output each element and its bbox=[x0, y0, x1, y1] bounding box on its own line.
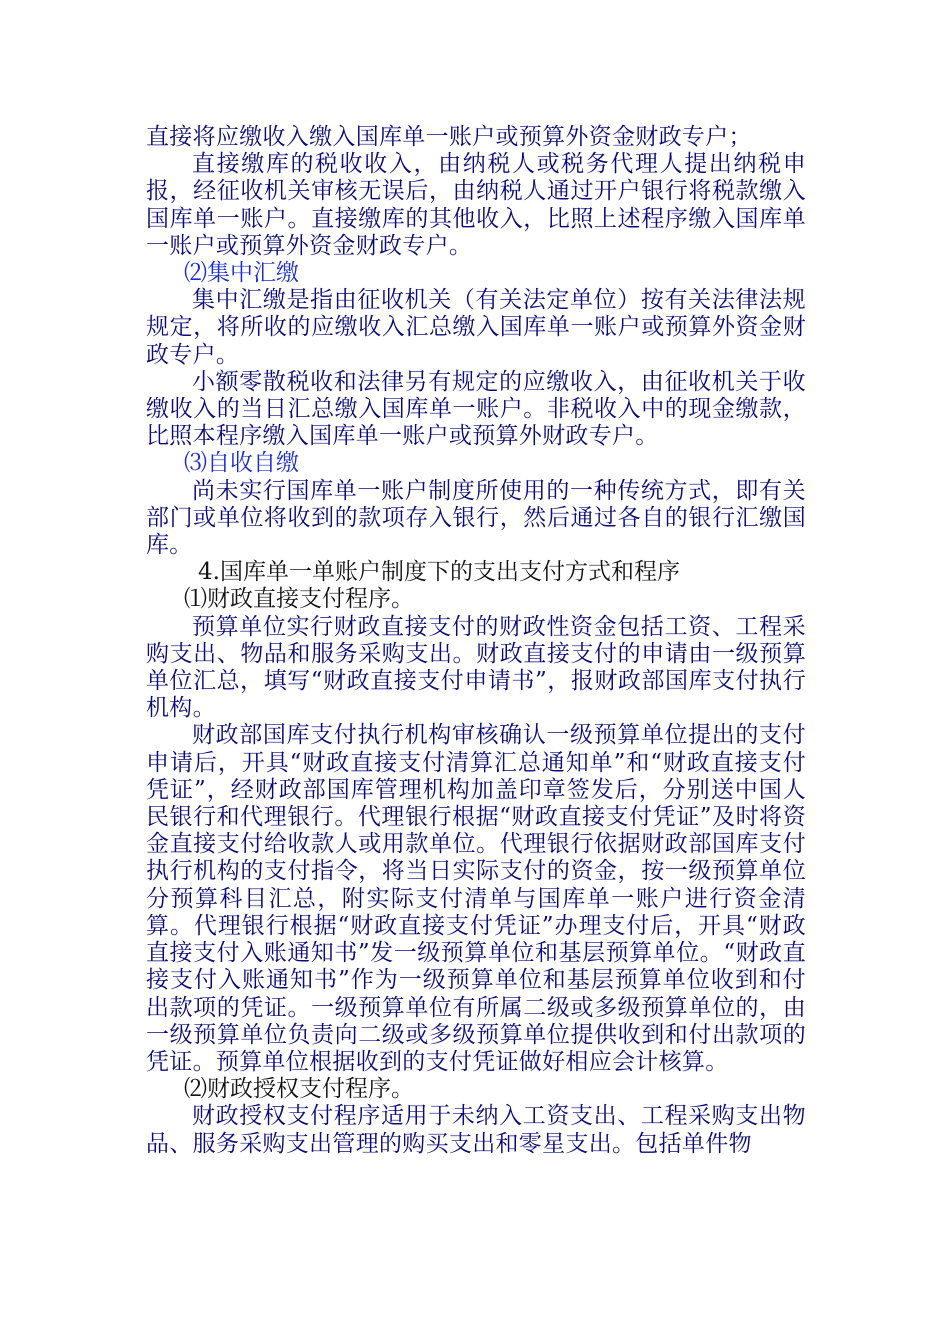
subsection-heading: ⑴财政直接支付程序。 bbox=[184, 586, 414, 613]
paragraph: 直接将应缴收入缴入国库单一账户或预算外资金财政专户； bbox=[146, 124, 752, 150]
section-heading: ⑶自收自缴 bbox=[184, 450, 299, 477]
document-body bbox=[146, 124, 806, 1158]
paragraph: 集中汇缴是指由征收机关（有关法定单位）按有关法律法规规定，将所收的应缴收入汇总缴入国库单一账户或预算外资金财政专户。 bbox=[146, 287, 806, 368]
paragraph: 小额零散税收和法律另有规定的应缴收入，由征收机关于收缴收入的当日汇总缴入国库单一账户。非税收入中的现金缴款，比照本程序缴入国库单一账户或预算外财政专户。 bbox=[146, 368, 806, 450]
paragraph: 尚未实行国库单一账户制度所使用的一种传统方式，即有关部门或单位将收到的款项存入银行，然后通过各自的银行汇缴国库。 bbox=[146, 477, 806, 559]
paragraph: 预算单位实行财政直接支付的财政性资金包括工资、工程采购支出、物品和服务采购支出。财政直接支付的申请由一级预算单位汇总，填写“财政直接支付申请书”，报财政部国库支付执行机构。 bbox=[146, 613, 806, 722]
paragraph: 财政部国库支付执行机构审核确认一级预算单位提出的支付申请后，开具“财政直接支付清算汇总通知单”和“财政直接支付凭证”，经财政部国库管理机构加盖印章签发后，分别送中国人民银行和代理银行。代理银行根据“财政直接支付凭证”及时将资金直接支付给收款人或用款单位。代理银行依据财政部国库支付执行机构的支付指令，将当日实际支付的资金，按一级预算单位分预算科目汇总，附实际支付清单与国库单一账户进行资金清算。代理银行根据“财政直接支付凭证”办理支付后，开具“财政直接支付入账通知书”发一级预算单位和基层预算单位。“财政直接支付入账通知书”作为一级预算单位和基层预算单位收到和付出款项的凭证。一级预算单位有所属二级或多级预算单位的，由一级预算单位负责向二级或多级预算单位提供收到和付出款项的凭证。预算单位根据收到的支付凭证做好相应会计核算。 bbox=[146, 722, 806, 1075]
paragraph: 直接缴库的税收收入，由纳税人或税务代理人提出纳税申报，经征收机关审核无误后，由纳税人通过开户银行将税款缴入国库单一账户。直接缴库的其他收入，比照上述程序缴入国库单一账户或预算外资金财政专户。 bbox=[146, 151, 806, 259]
section-heading: 4.国库单一单账户制度下的支出支付方式和程序 bbox=[198, 559, 680, 586]
subsection-heading: ⑵财政授权支付程序。 bbox=[184, 1076, 414, 1103]
paragraph: 财政授权支付程序适用于未纳入工资支出、工程采购支出物品、服务采购支出管理的购买支出和零星支出。包括单件物 bbox=[146, 1103, 806, 1157]
section-heading: ⑵集中汇缴 bbox=[184, 260, 299, 287]
